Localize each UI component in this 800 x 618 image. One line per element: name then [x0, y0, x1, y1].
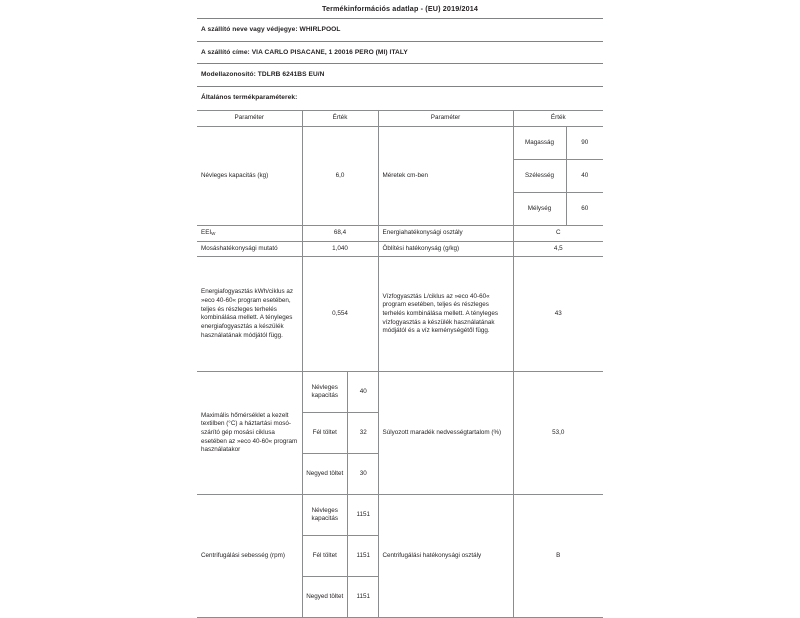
spin-load-row-rated [303, 495, 379, 536]
header-value-right: Érték [513, 111, 603, 127]
max-temperature-param: Maximális hőmérséklet a kezelt textilben (°C) a háztartási mosó-szárító gép mosási ciklusa esetében az »eco 40-60« program használatakor [197, 372, 302, 495]
washing-index-value: 1,040 [302, 241, 378, 257]
spin-loads-cell [302, 495, 378, 618]
table-row-energy-water [197, 257, 603, 372]
capacity-param: Névleges kapacitás (kg) [197, 126, 302, 225]
energy-class-param: Energiahatékonysági osztály [378, 225, 513, 241]
capacity-value: 6,0 [302, 126, 378, 225]
spin-class-param: Centrifugálási hatékonysági osztály [378, 495, 513, 618]
model-identifier-row: Modellazonosító: TDLRB 6241BS EU/N [201, 71, 325, 79]
spin-class-value: B [513, 495, 603, 618]
spin-load-value-quarter: 1151 [348, 577, 379, 618]
spin-load-row-quarter [303, 577, 379, 618]
temperature-load-label-quarter: Negyed töltet [303, 454, 348, 495]
water-consumption-param: Vízfogyasztás L/ciklus az »eco 40-60« program esetében, teljes és részleges terhelés kombinálása mellett. A tényleges vízfogyasztás a készülék használatának módjától és a víz keménységétől függ. [378, 257, 513, 372]
rinsing-efficiency-param: Öblítési hatékonyság (g/kg) [378, 241, 513, 257]
dimension-label-depth: Mélység [513, 192, 566, 225]
spin-load-value-rated: 1151 [348, 495, 379, 536]
energy-class-value: C [513, 225, 603, 241]
temperature-load-row-quarter [303, 454, 379, 495]
temperature-load-value-rated: 40 [348, 372, 379, 413]
temperature-loads-table [303, 372, 379, 494]
water-consumption-value: 43 [513, 257, 603, 372]
temperature-load-value-quarter: 30 [348, 454, 379, 495]
energy-consumption-value: 0,554 [302, 257, 378, 372]
dimension-label-height: Magasság [513, 126, 566, 159]
spin-loads-table [303, 495, 379, 617]
washing-index-param: Mosáshatékonysági mutató [197, 241, 302, 257]
energy-consumption-param: Energiafogyasztás kWh/ciklus az »eco 40-60« program esetében, teljes és részleges terhelés kombinálása mellett. A tényleges energiafogyasztás a készülék használatának módjától függ. [197, 257, 302, 372]
eei-param [197, 225, 302, 241]
header-value-left: Érték [302, 111, 378, 127]
spin-load-value-half: 1151 [348, 536, 379, 577]
temperature-loads-cell [302, 372, 378, 495]
spin-load-label-rated: Névleges kapacitás [303, 495, 348, 536]
residual-moisture-param: Súlyozott maradék nedvességtartalom (%) [378, 372, 513, 495]
spin-load-label-half: Fél töltet [303, 536, 348, 577]
general-parameters-heading: Általános termékparaméterek: [201, 94, 298, 102]
supplier-address-row: A szállító címe: VIA CARLO PISACANE, 1 20016 PERO (MI) ITALY [201, 48, 408, 56]
temperature-load-label-rated: Névleges kapacitás [303, 372, 348, 413]
table-header-row [197, 111, 603, 127]
spin-load-row-half [303, 536, 379, 577]
eei-value: 68,4 [302, 225, 378, 241]
spin-speed-param: Centrifugálási sebesség (rpm) [197, 495, 302, 618]
table-row-spin [197, 495, 603, 618]
spin-load-label-quarter: Negyed töltet [303, 577, 348, 618]
supplier-name-row: A szállító neve vagy védjegye: WHIRLPOOL [201, 25, 341, 33]
table-row-capacity-1 [197, 126, 603, 159]
dimension-label-width: Szélesség [513, 159, 566, 192]
header-param-right: Paraméter [378, 111, 513, 127]
dimension-value-height: 90 [566, 126, 603, 159]
table-row-washing [197, 241, 603, 257]
product-parameters-table [197, 110, 603, 618]
table-row-eei [197, 225, 603, 241]
dimension-value-width: 40 [566, 159, 603, 192]
header-param-left: Paraméter [197, 111, 302, 127]
dimension-value-depth: 60 [566, 192, 603, 225]
temperature-load-row-half [303, 413, 379, 454]
table-row-temperature [197, 372, 603, 495]
temperature-load-value-half: 32 [348, 413, 379, 454]
temperature-load-row-rated [303, 372, 379, 413]
product-fiche-sheet [197, 0, 603, 618]
temperature-load-label-half: Fél töltet [303, 413, 348, 454]
page-title: Termékinformációs adatlap - (EU) 2019/2014 [321, 4, 479, 13]
eei-subscript: W [211, 231, 216, 237]
rinsing-efficiency-value: 4,5 [513, 241, 603, 257]
eei-label: EEI [201, 228, 212, 236]
residual-moisture-value: 53,0 [513, 372, 603, 495]
dimensions-param: Méretek cm-ben [378, 126, 513, 225]
